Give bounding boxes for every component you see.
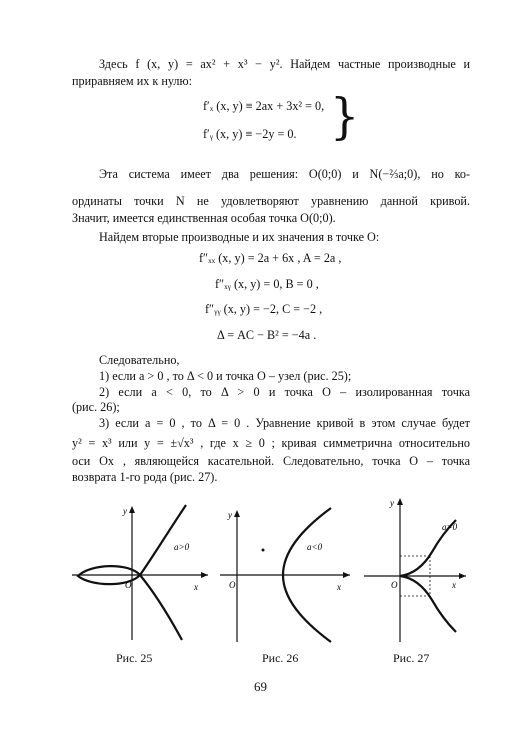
figure-27: [360, 492, 470, 647]
case-3-line-1: 3) если a = 0 , то Δ = 0 . Уравнение кривой в этом случае будет: [99, 416, 470, 430]
solution-n: N(−⅔a;0),: [369, 167, 421, 181]
label-x: x: [337, 582, 341, 592]
curve-lower: [400, 576, 456, 632]
label-y: y: [123, 506, 127, 516]
p2-tail: но ко-: [431, 167, 471, 181]
y-arrow-icon: [129, 506, 135, 513]
system-brace: }: [330, 87, 360, 145]
case-3-line-4: возврата 1-го рода (рис. 27).: [72, 470, 218, 484]
paragraph-2-line-3: Значит, имеется единственная особая точка O(0;0).: [72, 211, 336, 225]
conclusion-heading: Следовательно,: [99, 353, 180, 367]
case-2-line-2: (рис. 26);: [72, 400, 120, 414]
x-arrow-icon: [343, 572, 350, 578]
system-eq-1: f′ₓ (x, y) ≡ 2ax + 3x² = 0,: [203, 99, 325, 113]
label-o: O: [229, 580, 236, 590]
delta-formula: Δ = AC − B² = −4a .: [217, 328, 317, 342]
p1-prefix: Здесь: [99, 57, 128, 71]
derivative-xy: f″ₓᵧ (x, y) = 0, B = 0 ,: [215, 277, 319, 291]
x-arrow-icon: [459, 573, 466, 579]
derivative-yy: f″ᵧᵧ (x, y) = −2, C = −2 ,: [205, 302, 323, 316]
paragraph-2-line-2: ординаты точки N не удовлетворяют уравнению данной кривой.: [72, 194, 470, 208]
label-x: x: [194, 582, 198, 592]
p2-intro: Эта система имеет два решения:: [99, 167, 299, 181]
label-a: a<0: [307, 542, 323, 552]
p1-rest: Найдем частные производные и: [290, 57, 471, 71]
y-arrow-icon: [234, 510, 240, 517]
case-2-line-1: 2) если a < 0, то Δ > 0 и точка O – изолированная точка: [99, 385, 470, 399]
caption-fig-25: Рис. 25: [116, 651, 153, 665]
paragraph-1-line-1: [99, 57, 470, 72]
label-y: y: [390, 498, 394, 508]
label-a: a=0: [442, 522, 458, 532]
x-arrow-icon: [201, 572, 208, 578]
label-a: a>0: [174, 542, 190, 552]
isolated-point: [262, 549, 265, 552]
case-1: 1) если a > 0 , то Δ < 0 и точка O – узел (рис. 25);: [99, 369, 352, 383]
caption-fig-26: Рис. 26: [262, 651, 299, 665]
p1-function: f (x, y) = ax² + x³ − y².: [135, 57, 283, 71]
figure-26: [215, 500, 355, 645]
p2-and: и: [352, 167, 359, 181]
page-number: 69: [254, 679, 267, 694]
paragraph-1-line-2: приравняем их к нулю:: [72, 74, 192, 88]
figure-25: [70, 500, 210, 645]
label-o: O: [391, 580, 398, 590]
label-y: y: [228, 510, 232, 520]
paragraph-3: Найдем вторые производные и их значения в точке O:: [99, 230, 380, 244]
label-x: x: [452, 580, 456, 590]
derivative-xx: f″ₓₓ (x, y) = 2a + 6x , A = 2a ,: [199, 251, 342, 265]
y-arrow-icon: [397, 498, 403, 505]
case-3-line-2: y² = x³ или y = ±√x³ , где x ≥ 0 ; кривая симметрична относительно: [72, 436, 470, 450]
solution-o: O(0;0): [308, 167, 342, 181]
label-o: O: [125, 580, 132, 590]
paragraph-2-line-1: [99, 167, 470, 182]
caption-fig-27: Рис. 27: [393, 651, 430, 665]
system-eq-2: f′ᵧ (x, y) ≡ −2y = 0.: [203, 127, 297, 141]
case-3-line-3: оси Ox , являющейся касательной. Следовательно, точка O – точка: [72, 454, 470, 468]
